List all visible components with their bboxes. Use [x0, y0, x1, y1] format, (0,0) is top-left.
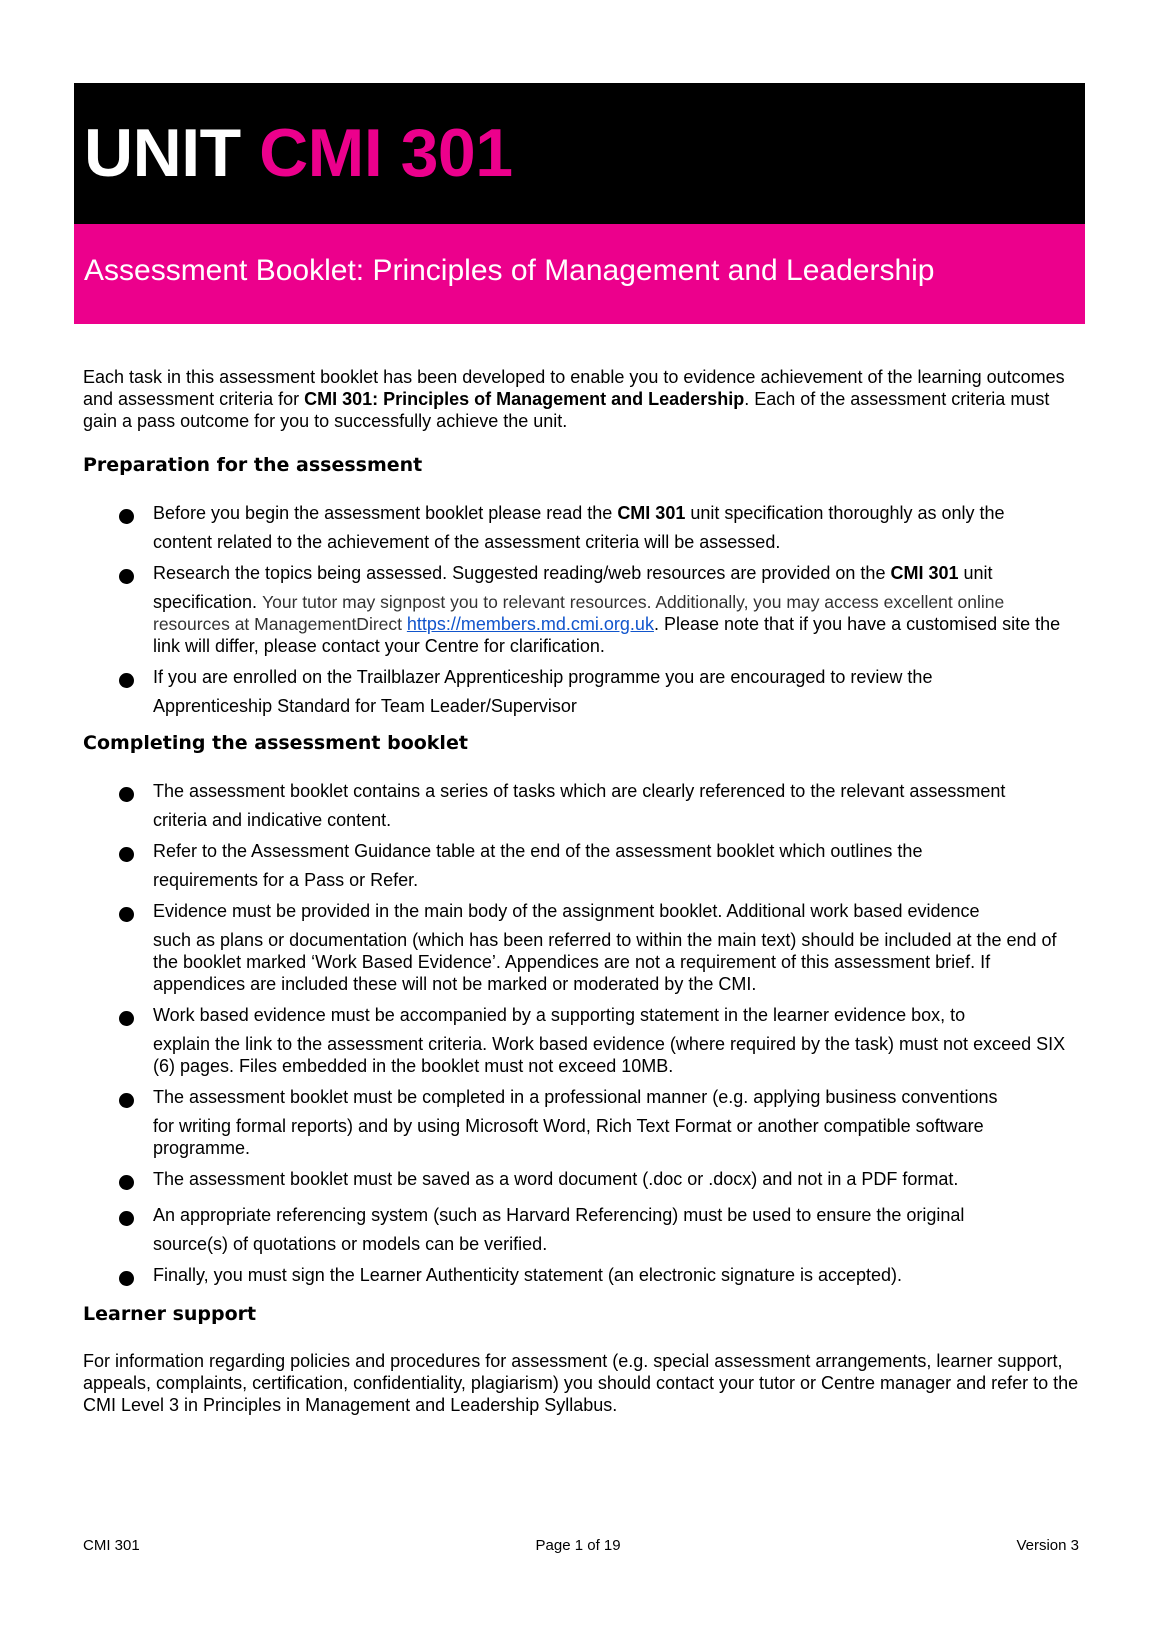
subtitle-banner: [74, 224, 1085, 324]
footer-unit: CMI 301: [83, 1537, 140, 1554]
unit-title: [84, 115, 513, 191]
list-item: The assessment booklet must be completed in a professional manner (e.g. applying business conventions for writing formal reports) and by using Microsoft Word, Rich Text Format or another compatible software programme.: [83, 1086, 1083, 1159]
bullet-icon: [119, 673, 134, 688]
learner-support-heading: Learner support: [83, 1303, 257, 1325]
footer-page-number: Page 1 of 19: [535, 1537, 621, 1554]
list-item: Before you begin the assessment booklet please read the CMI 301 unit specification thoroughly as only the content related to the achievement of the assessment criteria will be assessed.: [83, 502, 1083, 553]
footer-version: Version 3: [1016, 1537, 1079, 1554]
bullet-icon: [119, 1211, 134, 1226]
bullet-icon: [119, 1011, 134, 1026]
intro-unit-name: CMI 301: Principles of Management and Leadership: [304, 389, 745, 409]
unit-title-code: CMI 301: [259, 115, 513, 191]
list-item: The assessment booklet must be saved as a word document (.doc or .docx) and not in a PDF format.: [83, 1168, 1083, 1190]
bullet-icon: [119, 1093, 134, 1108]
intro-paragraph: [83, 366, 1083, 432]
completing-heading: Completing the assessment booklet: [83, 732, 468, 754]
page-footer: [83, 1537, 1079, 1554]
list-item: Evidence must be provided in the main body of the assignment booklet. Additional work based evidence such as plans or documentation (which has been referred to within the main text) should be included at the end of the booklet marked ‘Work Based Evidence’. Appendices are not a requirement of this assessment brief. If appendices are included these will not be marked or moderated by the CMI.: [83, 900, 1083, 995]
preparation-heading: Preparation for the assessment: [83, 454, 423, 476]
list-item: Refer to the Assessment Guidance table at the end of the assessment booklet which outlines the requirements for a Pass or Refer.: [83, 840, 1083, 891]
bullet-icon: [119, 1271, 134, 1286]
learner-support-text: For information regarding policies and procedures for assessment (e.g. special assessment arrangements, learner support, appeals, complaints, certification, confidentiality, plagiarism) you should contact your tutor or Centre manager and refer to the CMI Level 3 in Principles in Management and Leadership Syllabus.: [83, 1351, 1079, 1415]
intro-text-2: . Each of the assessment criteria must gain a pass outcome for you to successfully achieve the unit.: [83, 389, 1050, 431]
list-item: Work based evidence must be accompanied by a supporting statement in the learner evidence box, to explain the link to the assessment criteria. Work based evidence (where required by the task) must not exceed SIX (6) pages. Files embedded in the booklet must not exceed 10MB.: [83, 1004, 1083, 1077]
bullet-icon: [119, 907, 134, 922]
unit-title-prefix: UNIT: [84, 115, 241, 191]
bullet-icon: [119, 569, 134, 584]
document-body: [83, 366, 1083, 1416]
intro-text-1: Each task in this assessment booklet has been developed to enable you to evidence achievement of the learning outcomes and assessment criteria for: [83, 367, 1065, 409]
title-banner: [74, 83, 1085, 224]
completing-list: [83, 780, 1083, 1286]
list-item: Finally, you must sign the Learner Authenticity statement (an electronic signature is accepted).: [83, 1264, 1083, 1286]
list-item: Research the topics being assessed. Suggested reading/web resources are provided on the CMI 301 unit specification. Your tutor may signpost you to relevant resources. Additionally, you may access excellent online resources at ManagementDirect https://members.md.cmi.org.uk. Please note that if you have a customised site the link will differ, please contact your Centre for clarification.: [83, 562, 1083, 657]
preparation-list: [83, 502, 1083, 717]
bullet-icon: [119, 787, 134, 802]
list-item: If you are enrolled on the Trailblazer Apprenticeship programme you are encouraged to review the Apprenticeship Standard for Team Leader/Supervisor: [83, 666, 1083, 717]
list-item: The assessment booklet contains a series of tasks which are clearly referenced to the relevant assessment criteria and indicative content.: [83, 780, 1083, 831]
bullet-icon: [119, 1175, 134, 1190]
list-item: An appropriate referencing system (such as Harvard Referencing) must be used to ensure the original source(s) of quotations or models can be verified.: [83, 1204, 1083, 1255]
bullet-icon: [119, 847, 134, 862]
managementdirect-link[interactable]: https://members.md.cmi.org.uk: [406, 614, 654, 634]
booklet-subtitle: Assessment Booklet: Principles of Management and Leadership: [84, 254, 935, 287]
bullet-icon: [119, 509, 134, 524]
